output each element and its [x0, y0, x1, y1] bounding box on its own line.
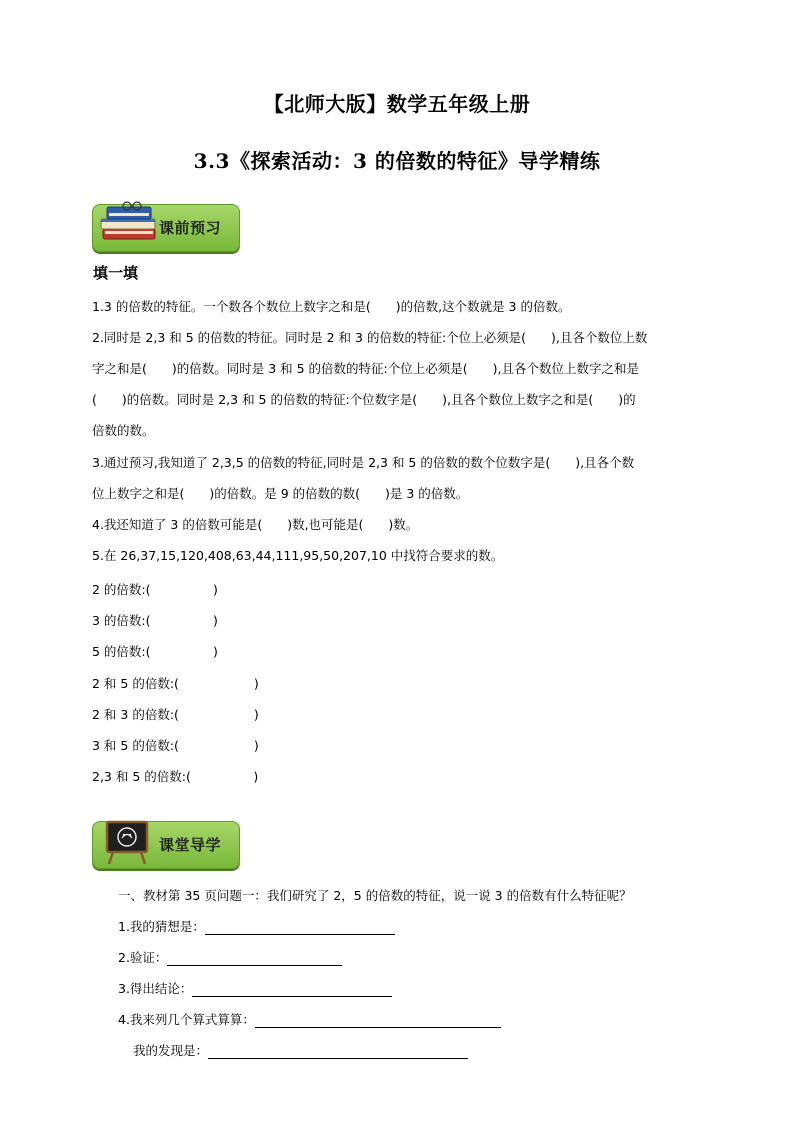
- guess-row: 1.我的猜想是：: [118, 917, 395, 935]
- verify-row: 2.验证：: [118, 948, 342, 966]
- books-icon: [97, 199, 161, 251]
- page-title: 【北师大版】数学五年级上册: [263, 92, 531, 116]
- answer-row-2[interactable]: 2 的倍数:( ): [92, 582, 218, 597]
- section-heading: 填一填: [93, 264, 139, 282]
- finding-input-line[interactable]: [208, 1044, 468, 1059]
- banner-label: 课堂导学: [159, 836, 222, 854]
- answer-row-3[interactable]: 3 的倍数:( ): [92, 613, 218, 628]
- question-1: 1.3 的倍数的特征。一个数各个数位上数字之和是( )的倍数,这个数就是 3 的倍数。: [92, 299, 571, 314]
- calc-row: 4.我来列几个算式算算：: [118, 1010, 501, 1028]
- question-3: 3.通过预习,我知道了 2,3,5 的倍数的特征,同时是 2,3 和 5 的倍数的数个位数字是( ),且各个数 位上数字之和是( )的倍数。是 9 的倍数的数( )是 3 的倍数。: [92, 455, 635, 501]
- banner-label: 课前预习: [159, 219, 222, 237]
- calc-input-line[interactable]: [255, 1013, 501, 1028]
- section-banner-preview: [92, 204, 240, 252]
- answer-row-2-3-5[interactable]: 2,3 和 5 的倍数:( ): [92, 769, 259, 784]
- question-5: 5.在 26,37,15,120,408,63,44,111,95,50,207,10 中找符合要求的数。: [92, 548, 504, 563]
- conclusion-input-line[interactable]: [192, 982, 392, 997]
- page-subtitle: 3.3《探索活动：3 的倍数的特征》导学精练: [193, 149, 601, 173]
- conclusion-row: 3.得出结论：: [118, 979, 392, 997]
- answer-row-2-3[interactable]: 2 和 3 的倍数:( ): [92, 707, 259, 722]
- question-2: 2.同时是 2,3 和 5 的倍数的特征。同时是 2 和 3 的倍数的特征:个位上必须是( ),且各个数位上数 字之和是( )的倍数。同时是 3 和 5 的倍数的特征:个位上必须是( ),且各个数位上数字之和是 ( )的倍数。同时是 2,3 和 5 的倍数的特征:个位数字是( ),且各个数位上数字之和是( )的 倍数的数。: [92, 330, 648, 438]
- question-4: 4.我还知道了 3 的倍数可能是( )数,也可能是( )数。: [92, 517, 419, 532]
- finding-row: 我的发现是：: [133, 1041, 468, 1059]
- blackboard-icon: [97, 816, 161, 868]
- guide-intro: 一、教材第 35 页问题一：我们研究了 2，5 的倍数的特征，说一说 3 的倍数有什么特征呢？: [118, 888, 632, 903]
- verify-input-line[interactable]: [167, 951, 342, 966]
- answer-row-5[interactable]: 5 的倍数:( ): [92, 644, 218, 659]
- guess-input-line[interactable]: [205, 920, 395, 935]
- section-banner-classroom: [92, 821, 240, 869]
- answer-row-2-5[interactable]: 2 和 5 的倍数:( ): [92, 676, 259, 691]
- answer-row-3-5[interactable]: 3 和 5 的倍数:( ): [92, 738, 259, 753]
